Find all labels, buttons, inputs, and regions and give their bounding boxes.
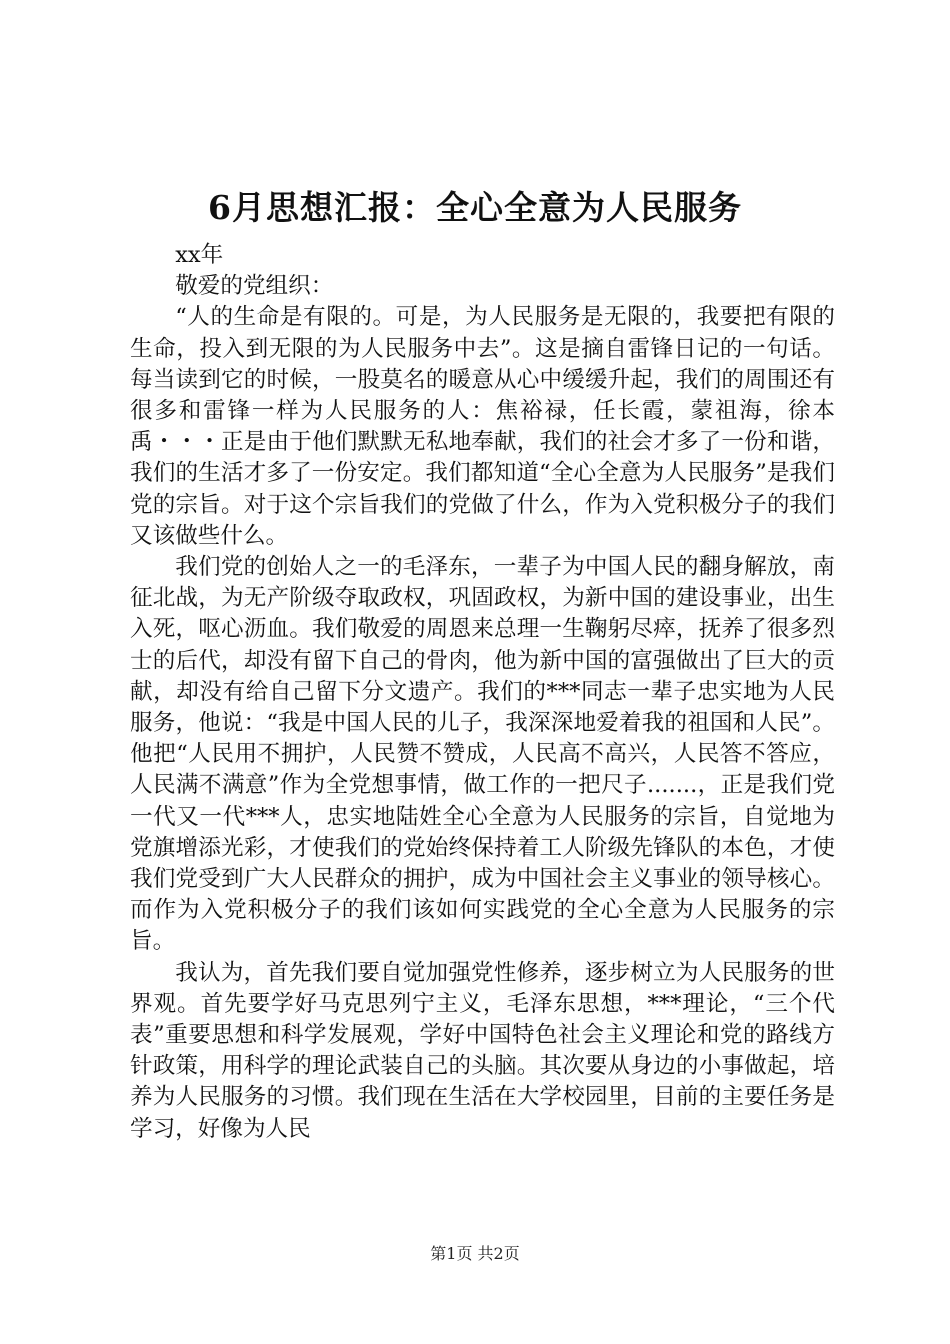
- date-line: xx年: [175, 242, 224, 268]
- paragraph-3: 我认为，首先我们要自觉加强党性修养，逐步树立为人民服务的世界观。首先要学好马克思列宁主义，毛泽东思想，***理论，“三个代表”重要思想和科学发展观，学好中国特色社会主义理论和党的路线方针政策，用科学的理论武装自己的头脑。其次要从身边的小事做起，培养为人民服务的习惯。我们现在生活在大学校园里，目前的主要任务是学习，好像为人民: [130, 959, 835, 1142]
- page-number-footer: 第1页 共2页: [430, 1244, 520, 1263]
- paragraph-2: 我们党的创始人之一的毛泽东，一辈子为中国人民的翻身解放，南征北战，为无产阶级夺取政权，巩固政权，为新中国的建设事业，出生入死，呕心沥血。我们敬爱的周恩来总理一生鞠躬尽瘁，抚养了很多烈士的后代，却没有留下自己的骨肉，他为新中国的富强做出了巨大的贡献，却没有给自己留下分文遗产。我们的***同志一辈子忠实地为人民服务，他说：“我是中国人民的儿子，我深深地爱着我的祖国和人民”。他把“人民用不拥护，人民赞不赞成，人民高不高兴，人民答不答应，人民满不满意”作为全党想事情，做工作的一把尺子.......，正是我们党一代又一代***人，忠实地陆姓全心全意为人民服务的宗旨，自觉地为党旗增添光彩，才使我们的党始终保持着工人阶级先锋队的本色，才使我们党受到广大人民群众的拥护，成为中国社会主义事业的领导核心。而作为入党积极分子的我们该如何实践党的全心全意为人民服务的宗旨。: [130, 554, 835, 955]
- paragraph-1: “人的生命是有限的。可是，为人民服务是无限的，我要把有限的生命，投入到无限的为人民服务中去”。这是摘自雷锋日记的一句话。每当读到它的时候，一股莫名的暖意从心中缓缓升起，我们的周围还有很多和雷锋一样为人民服务的人：焦裕禄，任长霞，蒙祖海，徐本禹・・・正是由于他们默默无私地奉献，我们的社会才多了一份和谐，我们的生活才多了一份安定。我们都知道“全心全意为人民服务”是我们党的宗旨。对于这个宗旨我们的党做了什么，作为入党积极分子的我们又该做些什么。: [130, 304, 835, 549]
- document-title: 6月思想汇报：全心全意为人民服务: [208, 188, 742, 227]
- salutation: 敬爱的党组织：: [175, 273, 334, 300]
- document-body: [130, 240, 835, 1145]
